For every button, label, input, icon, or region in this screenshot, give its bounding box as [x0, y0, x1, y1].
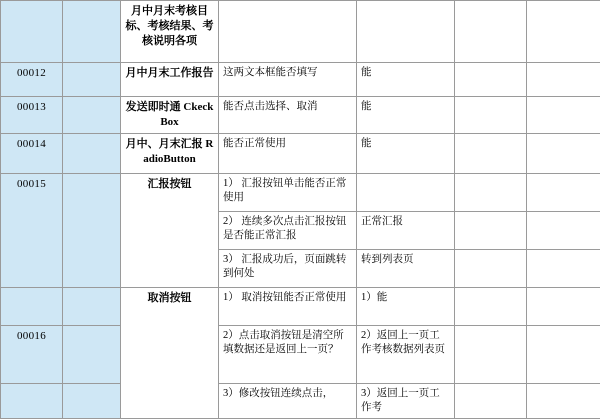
cell-expect: 能	[357, 97, 455, 134]
cell-g	[527, 383, 600, 418]
cell-id: 00013	[1, 97, 63, 134]
cell-desc: 1） 汇报按钮单击能否正常使用	[219, 173, 357, 211]
cell-module: 月中、月末汇报 RadioButton	[121, 133, 219, 173]
cell-id	[1, 1, 63, 63]
cell-id: 00014	[1, 133, 63, 173]
table-row	[1, 1, 600, 63]
cell-g	[527, 211, 600, 249]
cell-f	[455, 249, 527, 287]
table-row	[1, 287, 600, 325]
cell-desc: 1） 取消按钮能否正常使用	[219, 287, 357, 325]
cell-id: 00016	[1, 325, 63, 383]
cell-expect: 2）返回上一页工作考核数据列表页	[357, 325, 455, 383]
cell-g	[527, 97, 600, 134]
cell-f	[455, 1, 527, 63]
cell-blank	[63, 97, 121, 134]
table-row	[1, 63, 600, 97]
cell-g	[527, 287, 600, 325]
cell-g	[527, 133, 600, 173]
cell-expect: 正常汇报	[357, 211, 455, 249]
cell-desc: 能否点击选择、取消	[219, 97, 357, 134]
table-row	[1, 325, 600, 383]
cell-expect: 能	[357, 133, 455, 173]
cell-f	[455, 133, 527, 173]
cell-g	[527, 249, 600, 287]
cell-desc: 2） 连续多次点击汇报按钮是否能正常汇报	[219, 211, 357, 249]
cell-desc: 3） 汇报成功后，页面跳转到何处	[219, 249, 357, 287]
cell-f	[455, 173, 527, 211]
cell-blank	[63, 383, 121, 418]
cell-id	[1, 287, 63, 325]
cell-desc: 这两文本框能否填写	[219, 63, 357, 97]
cell-expect: 转到列表页	[357, 249, 455, 287]
table-row	[1, 173, 600, 211]
cell-g	[527, 325, 600, 383]
cell-desc: 能否正常使用	[219, 133, 357, 173]
cell-module: 月中月末考核目标、考核结果、考核说明各项	[121, 1, 219, 63]
cell-id: 00015	[1, 173, 63, 287]
cell-id	[1, 383, 63, 418]
cell-f	[455, 287, 527, 325]
cell-blank	[63, 287, 121, 325]
cell-g	[527, 1, 600, 63]
cell-desc	[219, 1, 357, 63]
table-row	[1, 97, 600, 134]
cell-expect: 3）返回上一页工作考	[357, 383, 455, 418]
cell-desc: 3）修改按钮连续点击，	[219, 383, 357, 418]
table-row	[1, 383, 600, 418]
cell-id: 00012	[1, 63, 63, 97]
cell-g	[527, 173, 600, 211]
cell-blank	[63, 133, 121, 173]
cell-f	[455, 325, 527, 383]
cell-module: 取消按钮	[121, 287, 219, 418]
cell-blank	[63, 63, 121, 97]
cell-blank	[63, 325, 121, 383]
cell-f	[455, 63, 527, 97]
cell-expect: 1）能	[357, 287, 455, 325]
cell-f	[455, 211, 527, 249]
cell-f	[455, 383, 527, 418]
cell-blank	[63, 1, 121, 63]
cell-expect: 能	[357, 63, 455, 97]
table-row	[1, 133, 600, 173]
cell-g	[527, 63, 600, 97]
cell-desc: 2）点击取消按钮是清空所填数据还是返回上一页？	[219, 325, 357, 383]
cell-expect	[357, 1, 455, 63]
cell-module: 月中月末工作报告	[121, 63, 219, 97]
cell-f	[455, 97, 527, 134]
cell-blank	[63, 173, 121, 287]
cell-module: 发送即时通 CkeckBox	[121, 97, 219, 134]
cell-module: 汇报按钮	[121, 173, 219, 287]
cell-expect	[357, 173, 455, 211]
